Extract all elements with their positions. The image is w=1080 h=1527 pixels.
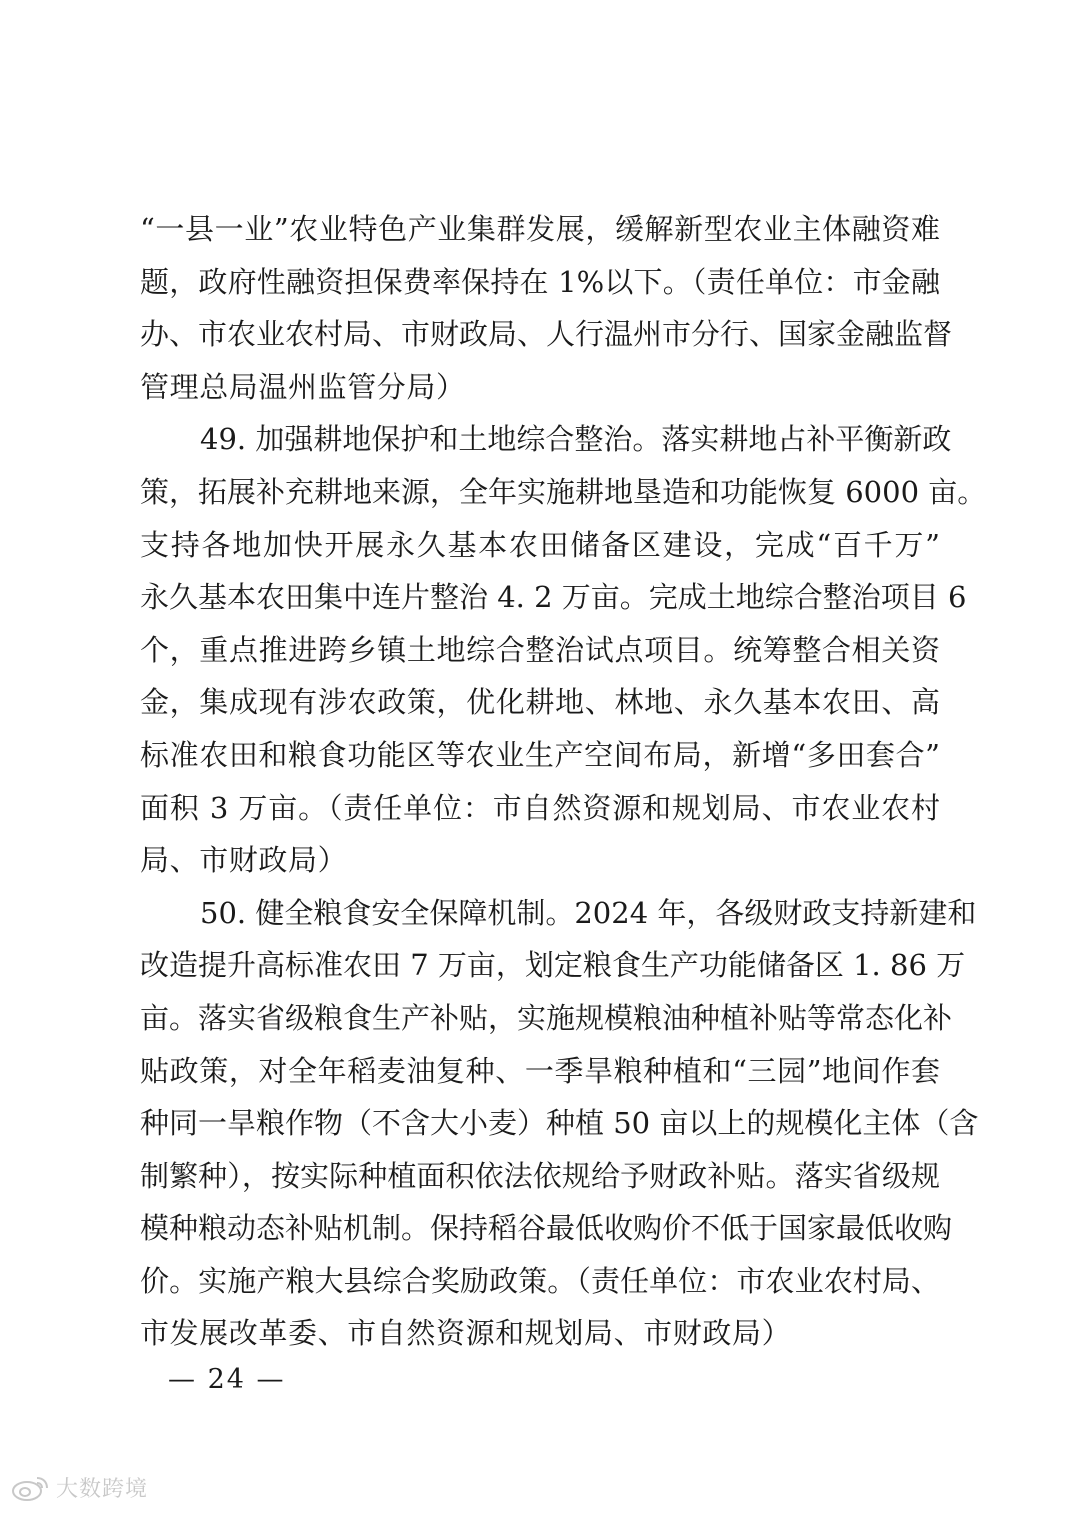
text-line: 改造提升高标准农田 7 万亩，划定粮食生产功能储备区 1. 86 万 [140,948,966,983]
text-line: “一县一业”农业特色产业集群发展，缓解新型农业主体融资难 [140,212,940,246]
text-line: 支持各地加快开展永久基本农田储备区建设，完成“百千万” [140,527,940,562]
text-line: 管理总局温州监管分局） [140,369,466,404]
section-49-heading-line: 49. 加强耕地保护和土地综合整治。落实耕地占补平衡新政 [200,422,952,457]
watermark-text: 大数跨境 [56,1476,149,1502]
text-line: 办、市农业农村局、市财政局、人行温州市分行、国家金融监督 [140,317,953,352]
text-line: 面积 3 万亩。（责任单位：市自然资源和规划局、市农业农村 [140,790,940,825]
text-line: 模种粮动态补贴机制。保持稻谷最低收购价不低于国家最低收购 [140,1211,953,1246]
text-line: 永久基本农田集中连片整治 4. 2 万亩。完成土地综合整治项目 6 [140,580,967,615]
text-line: 贴政策，对全年稻麦油复种、一季旱粮种植和“三园”地间作套 [140,1053,940,1088]
body-text [140,203,987,1360]
text-line: 标准农田和粮食功能区等农业生产空间布局，新增“多田套合” [140,737,940,772]
watermark [10,1467,148,1507]
text-line: 局、市财政局） [140,843,348,878]
text-line: 价。实施产粮大县综合奖励政策。（责任单位：市农业农村局、 [140,1263,940,1298]
text-line: 个，重点推进跨乡镇土地综合整治试点项目。统筹整合相关资 [140,632,940,667]
text-line: 市发展改革委、市自然资源和规划局、市财政局） [140,1316,792,1351]
page-number: — 24 — [168,1364,286,1395]
text-line: 亩。落实省级粮食生产补贴，实施规模粮油种植补贴等常态化补 [140,1000,953,1035]
text-line: 金，集成现有涉农政策，优化耕地、林地、永久基本农田、高 [140,685,940,720]
text-line: 种同一旱粮作物（不含大小麦）种植 50 亩以上的规模化主体（含 [140,1106,979,1141]
text-line: 制繁种），按实际种植面积依法依规给予财政补贴。落实省级规 [140,1158,940,1193]
weibo-logo-icon [10,1472,50,1502]
text-line: 题，政府性融资担保费率保持在 1%以下。（责任单位：市金融 [140,264,940,299]
text-line: 策，拓展补充耕地来源，全年实施耕地垦造和功能恢复 6000 亩。 [140,474,987,509]
section-50-heading-line: 50. 健全粮食安全保障机制。2024 年，各级财政支持新建和 [200,895,977,930]
